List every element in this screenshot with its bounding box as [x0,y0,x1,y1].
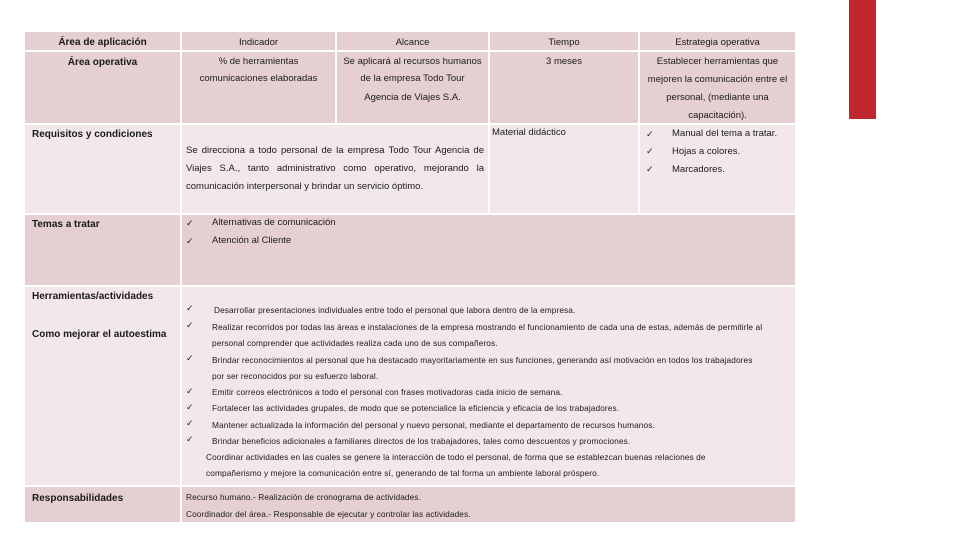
check-icon: ✓ [186,236,194,246]
activity-item: Fortalecer las actividades grupales, de modo que se potencialice la eficiencia y eficacia de los trabajadores. [212,403,620,413]
activity-item-cont: compañerismo y mejore la comunicación entre sí, generando de tal forma un ambiente laboral próspero. [206,468,600,478]
check-icon: ✓ [186,418,194,428]
alcance-line-1: Se aplicará al recursos humanos [343,56,482,67]
accent-bar [849,0,876,119]
check-icon: ✓ [186,402,194,412]
herramientas-label: Herramientas/actividades [32,291,154,302]
alcance-line-3: Agencia de Viajes S.A. [364,92,461,103]
activity-item: Mantener actualizada la información del personal y nuevo personal, mediante el departamento de recursos humanos. [212,420,655,430]
indicador-line-2: comunicaciones elaboradas [199,73,318,84]
check-icon: ✓ [186,434,194,444]
check-icon: ✓ [186,353,194,363]
estrategia-line-1: Establecer herramientas que [656,56,779,67]
activity-item-cont: personal comprender que actividades realiza cada uno de sus compañeros. [212,338,498,348]
responsabilidad-line: Coordinador del área.- Responsable de ejecutar y controlar las actividades. [186,509,471,519]
activity-item: Brindar beneficios adicionales a familiares directos de los trabajadores, tales como descuentos y promociones. [212,436,631,446]
estrategia-line-3: personal, (mediante una [666,92,769,103]
material-item: Marcadores. [672,164,725,175]
header-area: Área de aplicación [58,37,147,48]
check-icon: ✓ [186,218,194,228]
activity-item: Emitir correos electrónicos a todo el personal con frases motivadoras cada inicio de semana. [212,387,563,397]
material-item: Hojas a colores. [672,146,741,157]
activity-item: Desarrollar presentaciones individuales entre todo el personal que labora dentro de la empresa. [214,305,576,315]
autoestima-label: Como mejorar el autoestima [32,329,167,340]
header-estrategia: Estrategia operativa [675,37,760,48]
header-indicador: Indicador [238,37,279,48]
activity-item: Realizar recorridos por todas las áreas e instalaciones de la empresa mostrando el funcionamiento de cada una de estas, además de permitirle al [212,322,763,332]
area-operativa: Área operativa [67,57,138,68]
check-icon: ✓ [646,146,654,156]
header-tiempo: Tiempo [548,37,580,48]
alcance-line-2: de la empresa Todo Tour [360,73,465,84]
requisitos-text-1: Se direcciona a todo personal de la empresa Todo Tour Agencia de [186,145,484,156]
material-item: Manual del tema a tratar. [672,128,778,139]
check-icon: ✓ [646,129,654,139]
check-icon: ✓ [646,164,654,174]
requisitos-label: Requisitos y condiciones [32,129,153,140]
responsabilidades-label: Responsabilidades [32,493,124,504]
header-alcance: Alcance [395,37,430,48]
temas-label: Temas a tratar [32,219,100,230]
estrategia-line-4: capacitación). [688,110,747,121]
check-icon: ✓ [186,303,194,313]
activity-item: Coordinar actividades en las cuales se genere la interacción de todo el personal, de forma que se establezcan buenas relaciones de [206,452,706,462]
activity-item-cont: por ser reconocidos por su esfuerzo laboral. [212,371,379,381]
estrategia-line-2: mejoren la comunicación entre el [647,74,788,85]
activity-item: Brindar reconocimientos al personal que ha destacado mayoritariamente en sus funciones, generando así motivación en todos los trabajadores [212,355,753,365]
tema-item: Alternativas de comunicación [212,217,336,228]
responsabilidad-line: Recurso humano.- Realización de cronograma de actividades. [186,492,422,502]
requisitos-text-2: Viajes S.A., tanto administrativo como operativo, mejorando la [186,163,484,174]
tema-item: Atención al Cliente [212,235,292,246]
indicador-line-1: % de herramientas [218,56,299,67]
check-icon: ✓ [186,320,194,330]
tiempo-value: 3 meses [546,56,582,67]
material-label: Material didáctico [492,127,566,138]
requisitos-text-3: comunicación interpersonal y brindar un servicio óptimo. [186,181,424,192]
check-icon: ✓ [186,386,194,396]
